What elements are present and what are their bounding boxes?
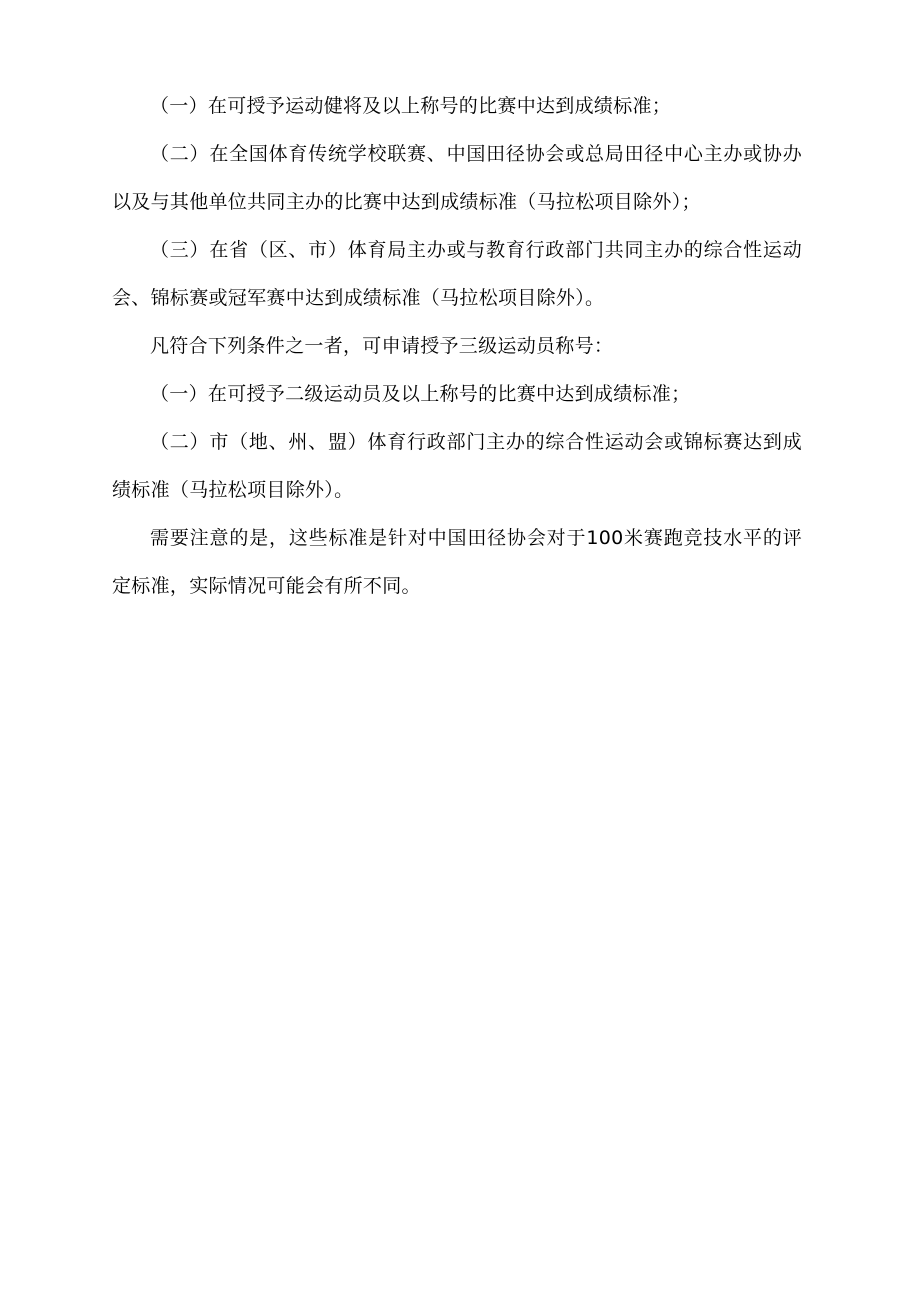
paragraph-second-level-competition: （一）在可授予二级运动员及以上称号的比赛中达到成绩标准； xyxy=(150,383,691,405)
document-page xyxy=(112,82,802,610)
paragraph-third-level-intro: 凡符合下列条件之一者，可申请授予三级运动员称号： xyxy=(150,335,614,357)
paragraph-master-athlete-competition: （一）在可授予运动健将及以上称号的比赛中达到成绩标准； xyxy=(150,95,672,117)
paragraph-national-school-league: （二）在全国体育传统学校联赛、中国田径协会或总局田径中心主办或协办以及与其他单位共同主办的比赛中达到成绩标准（马拉松项目除外）； xyxy=(112,143,802,213)
paragraph-note: 需要注意的是，这些标准是针对中国田径协会对于100米赛跑竞技水平的评定标准，实际情况可能会有所不同。 xyxy=(112,527,802,597)
paragraph-city-games: （二）市（地、州、盟）体育行政部门主办的综合性运动会或锦标赛达到成绩标准（马拉松项目除外）。 xyxy=(112,431,802,501)
paragraph-provincial-games: （三）在省（区、市）体育局主办或与教育行政部门共同主办的综合性运动会、锦标赛或冠军赛中达到成绩标准（马拉松项目除外）。 xyxy=(112,239,802,309)
